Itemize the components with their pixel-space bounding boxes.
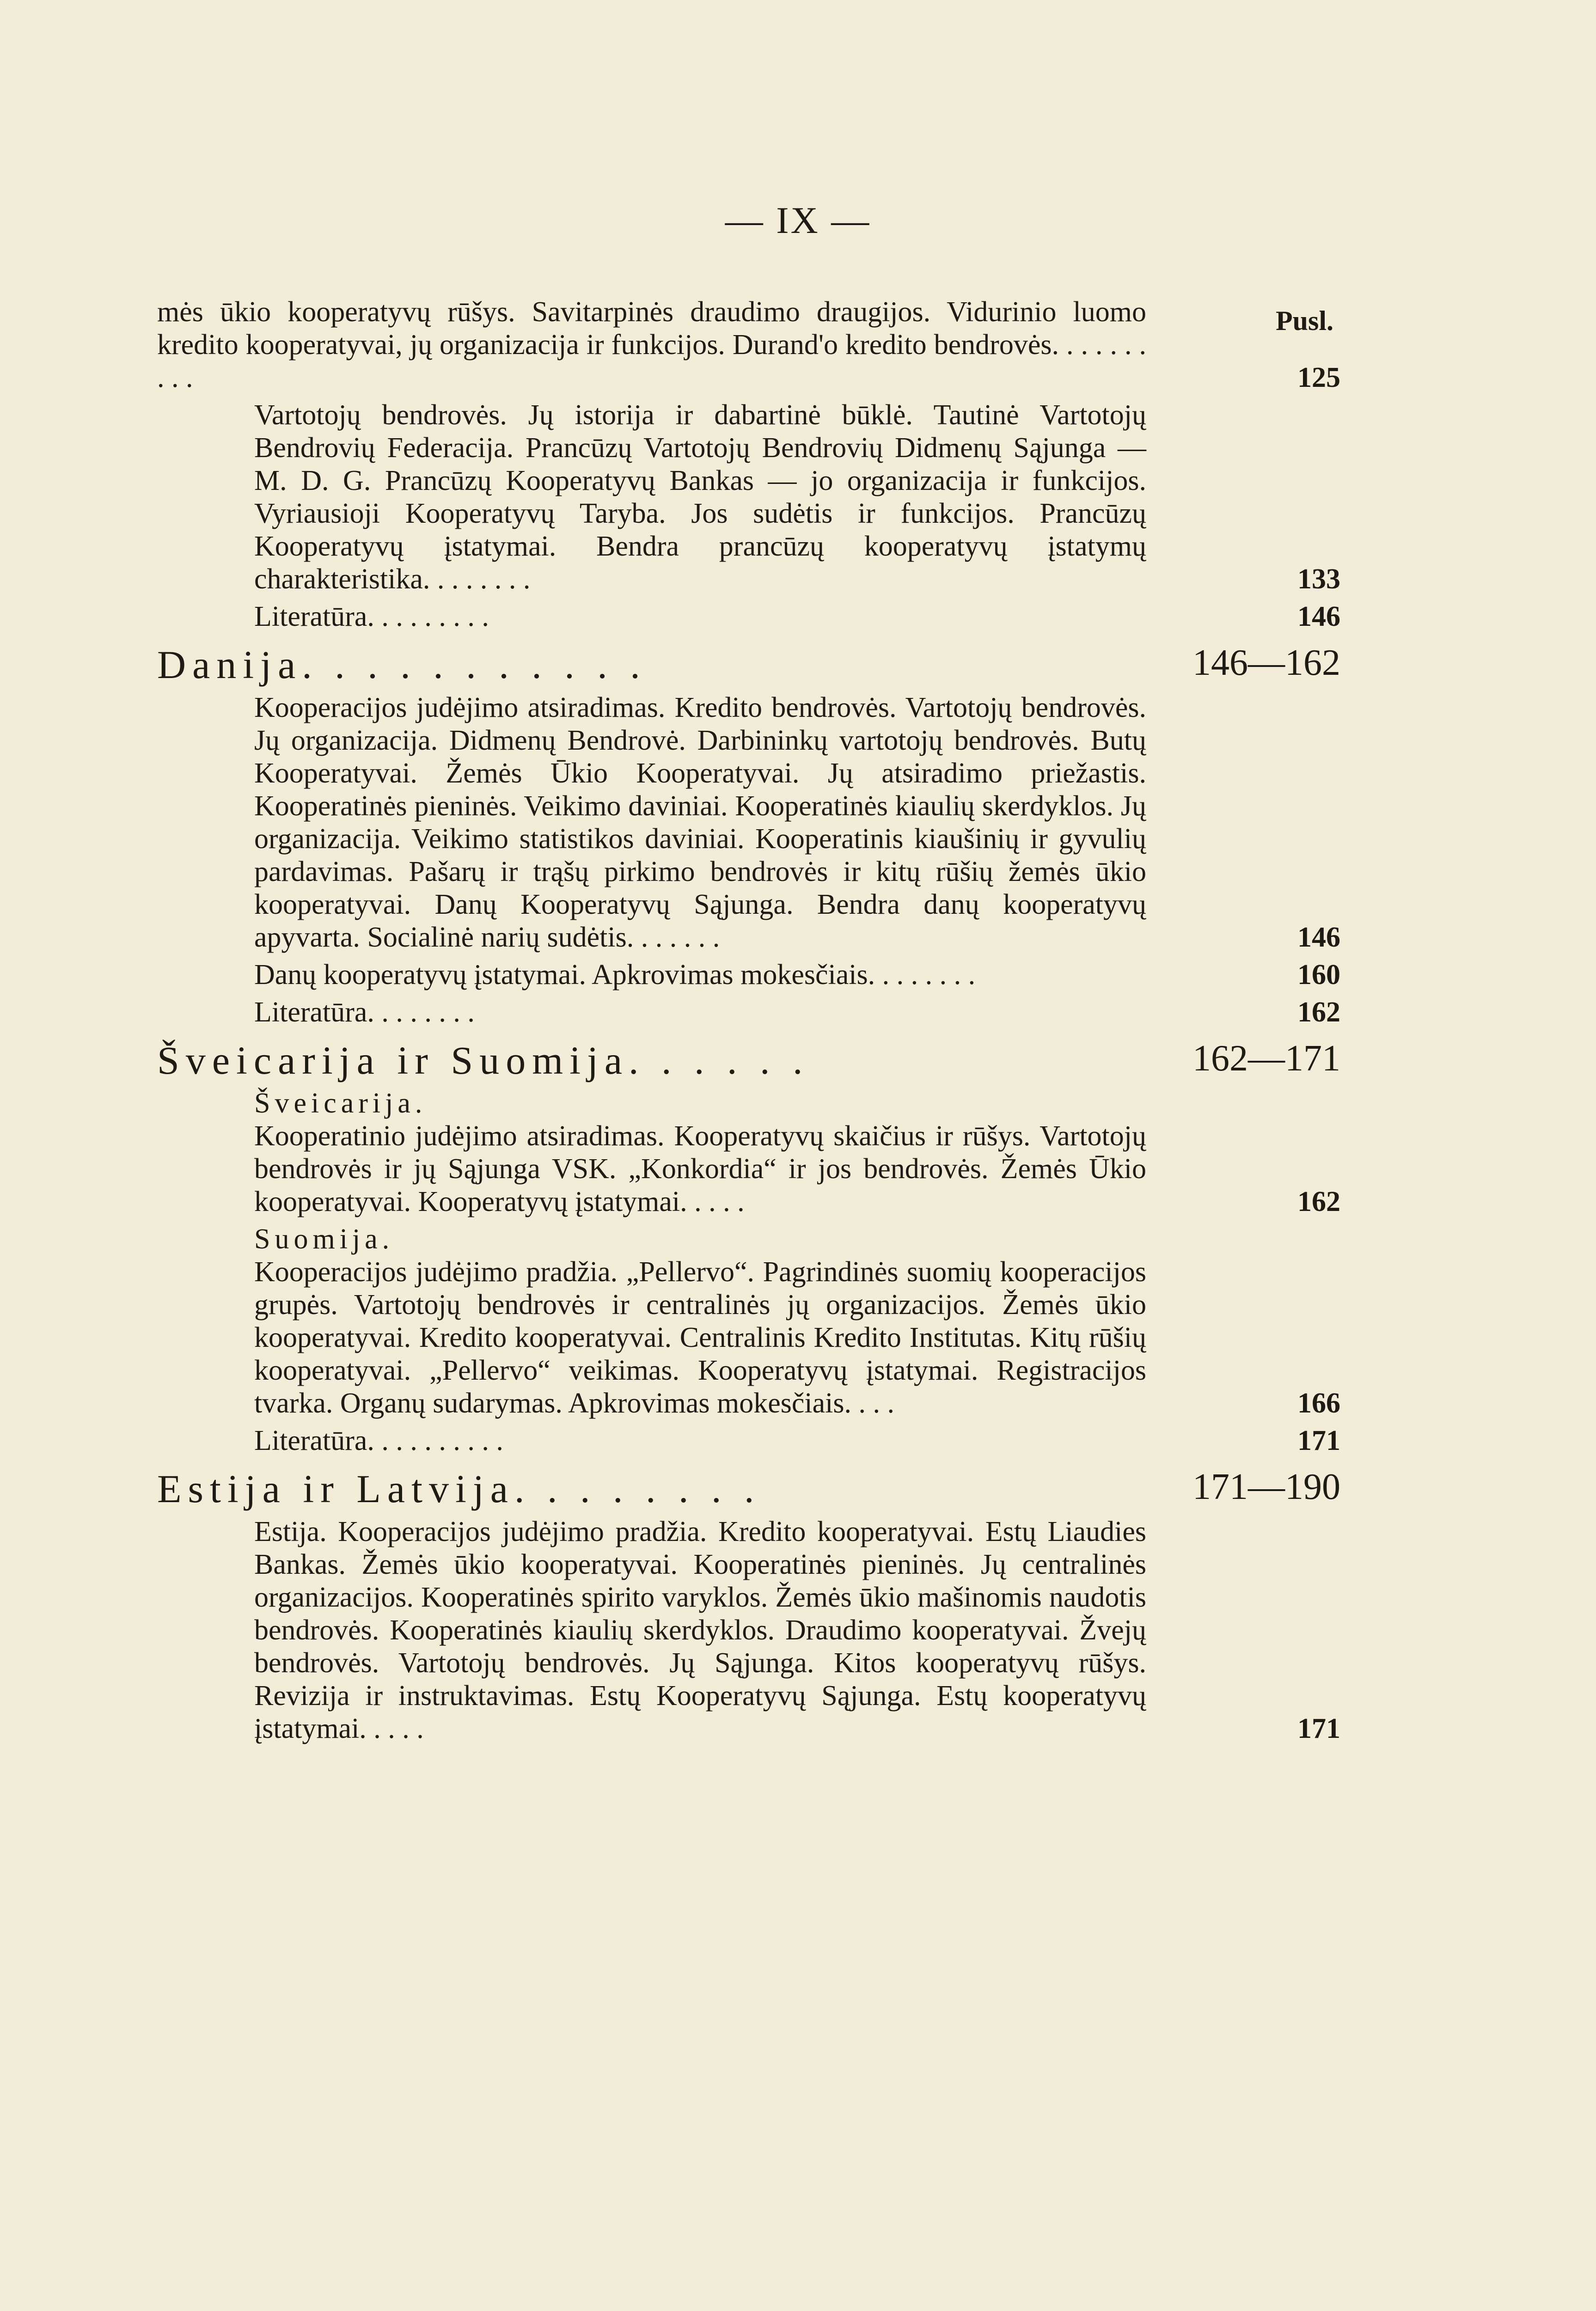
toc-entry-page: 125 xyxy=(1297,362,1340,393)
toc-entry-page: 171 xyxy=(1297,1713,1340,1744)
toc-entry xyxy=(157,1425,1340,1457)
toc-entry-page: 146 xyxy=(1297,922,1340,953)
page-number-header: — IX — xyxy=(725,199,871,241)
toc-entry xyxy=(157,1120,1340,1218)
toc-entry-page: 162 xyxy=(1297,997,1340,1028)
toc-entry-text: mės ūkio kooperatyvų rūšys. Savitarpinės draudimo draugijos. Vidurinio luomo kredito kooperatyvai, jų organizacija ir funkcijos. Durand'o kredito bendrovės. . . . . . . . . . xyxy=(157,296,1146,393)
section-title: Danija. . . . . . . . . . . xyxy=(157,642,647,687)
toc-entry-page: 171 xyxy=(1297,1425,1340,1456)
section-pages: 162—171 xyxy=(1192,1038,1340,1079)
toc-entry-page: 133 xyxy=(1297,563,1340,595)
toc-entry-text: Danų kooperatyvų įstatymai. Apkrovimas mokesčiais. . . . . . . . xyxy=(254,959,976,990)
toc-entry xyxy=(157,1256,1340,1420)
toc-entry xyxy=(157,600,1340,633)
toc-entry-page: 166 xyxy=(1297,1388,1340,1419)
section-title: Šveicarija ir Suomija. . . . . . xyxy=(157,1038,809,1082)
section-heading-danija xyxy=(157,642,1340,688)
toc-entry-text: Literatūra. . . . . . . . . . xyxy=(254,1425,503,1456)
toc-entry-text: Estija. Kooperacijos judėjimo pradžia. Kredito kooperatyvai. Estų Liaudies Bankas. Žemės ūkio kooperatyvai. Kooperatinės pieninės. Jų centralinės organizacijos. Kooperatinės spirito varyklos. Žemės ūkio mašinomis naudotis bendrovės. Kooperatinės kiaulių skerdyklos. Draudimo kooperatyvai. Žvejų bendrovės. Vartotojų bendrovės. Jų Sąjunga. Kitos kooperatyvų rūšys. Revizija ir instruktavimas. Estų Kooperatyvų Sąjunga. Estų kooperatyvų įstatymai. . . . . xyxy=(254,1516,1146,1744)
section-pages: 171—190 xyxy=(1192,1467,1340,1507)
toc-entry xyxy=(157,399,1340,596)
toc-entry xyxy=(157,691,1340,954)
section-heading-sveicarija-suomija xyxy=(157,1037,1340,1083)
toc-entry-page: 160 xyxy=(1297,959,1340,990)
subsection-label: Suomija. xyxy=(254,1223,394,1255)
toc-entry-text: Kooperatinio judėjimo atsiradimas. Kooperatyvų skaičius ir rūšys. Vartotojų bendrovės ir jų Sąjunga VSK. „Konkordia“ ir jos bendrovės. Žemės Ūkio kooperatyvai. Kooperatyvų įstatymai. . . . . xyxy=(254,1120,1146,1217)
toc-entry-text: Literatūra. . . . . . . . xyxy=(254,997,475,1028)
section-pages: 146—162 xyxy=(1192,642,1340,683)
toc-entry xyxy=(157,996,1340,1029)
table-of-contents xyxy=(157,296,1340,1750)
subsection-label: Šveicarija. xyxy=(254,1088,427,1119)
toc-entry-text: Kooperacijos judėjimo atsiradimas. Kredito bendrovės. Vartotojų bendrovės. Jų organizacija. Didmenų Bendrovė. Darbininkų vartotojų bendrovės. Butų Kooperatyvai. Žemės Ūkio Kooperatyvai. Jų atsiradimo priežastis. Kooperatinės pieninės. Veikimo daviniai. Kooperatinės kiaulių skerdyklos. Jų organizacija. Veikimo statistikos daviniai. Kooperatinis kiaušinių ir gyvulių pardavimas. Pašarų ir trąšų pirkimo bendrovės ir kitų rūšių žemės ūkio kooperatyvai. Danų Kooperatyvų Sąjunga. Bendra danų kooperatyvų apyvarta. Socialinė narių sudėtis. . . . . . . xyxy=(254,692,1146,953)
toc-entry-page: 162 xyxy=(1297,1186,1340,1217)
page-column-heading: Pusl. xyxy=(1275,306,1333,336)
section-heading-estija-latvija xyxy=(157,1466,1340,1512)
toc-entry xyxy=(157,296,1340,394)
toc-entry xyxy=(157,1516,1340,1745)
toc-entry-page: 146 xyxy=(1297,601,1340,632)
toc-entry-text: Kooperacijos judėjimo pradžia. „Pellervo“. Pagrindinės suomių kooperacijos grupės. Vartotojų bendrovės ir centralinės jų organizacijos. Žemės ūkio kooperatyvai. Kredito kooperatyvai. Centralinis Kredito Institutas. Kitų rūšių kooperatyvai. „Pellervo“ veikimas. Kooperatyvų įstatymai. Registracijos tvarka. Organų sudarymas. Apkrovimas mokesčiais. . . . xyxy=(254,1256,1146,1419)
toc-entry-text: Vartotojų bendrovės. Jų istorija ir dabartinė būklė. Tautinė Vartotojų Bendrovių Federacija. Prancūzų Vartotojų Bendrovių Didmenų Sąjunga — M. D. G. Prancūzų Kooperatyvų Bankas — jo organizacija ir funkcijos. Vyriausioji Kooperatyvų Taryba. Jos sudėtis ir funkcijos. Prancūzų Kooperatyvų įstatymai. Bendra prancūzų kooperatyvų įstatymų charakteristika. . . . . . . . xyxy=(254,399,1146,595)
toc-entry xyxy=(157,959,1340,991)
section-title: Estija ir Latvija. . . . . . . . xyxy=(157,1467,761,1511)
toc-entry-text: Literatūra. . . . . . . . . xyxy=(254,601,489,632)
